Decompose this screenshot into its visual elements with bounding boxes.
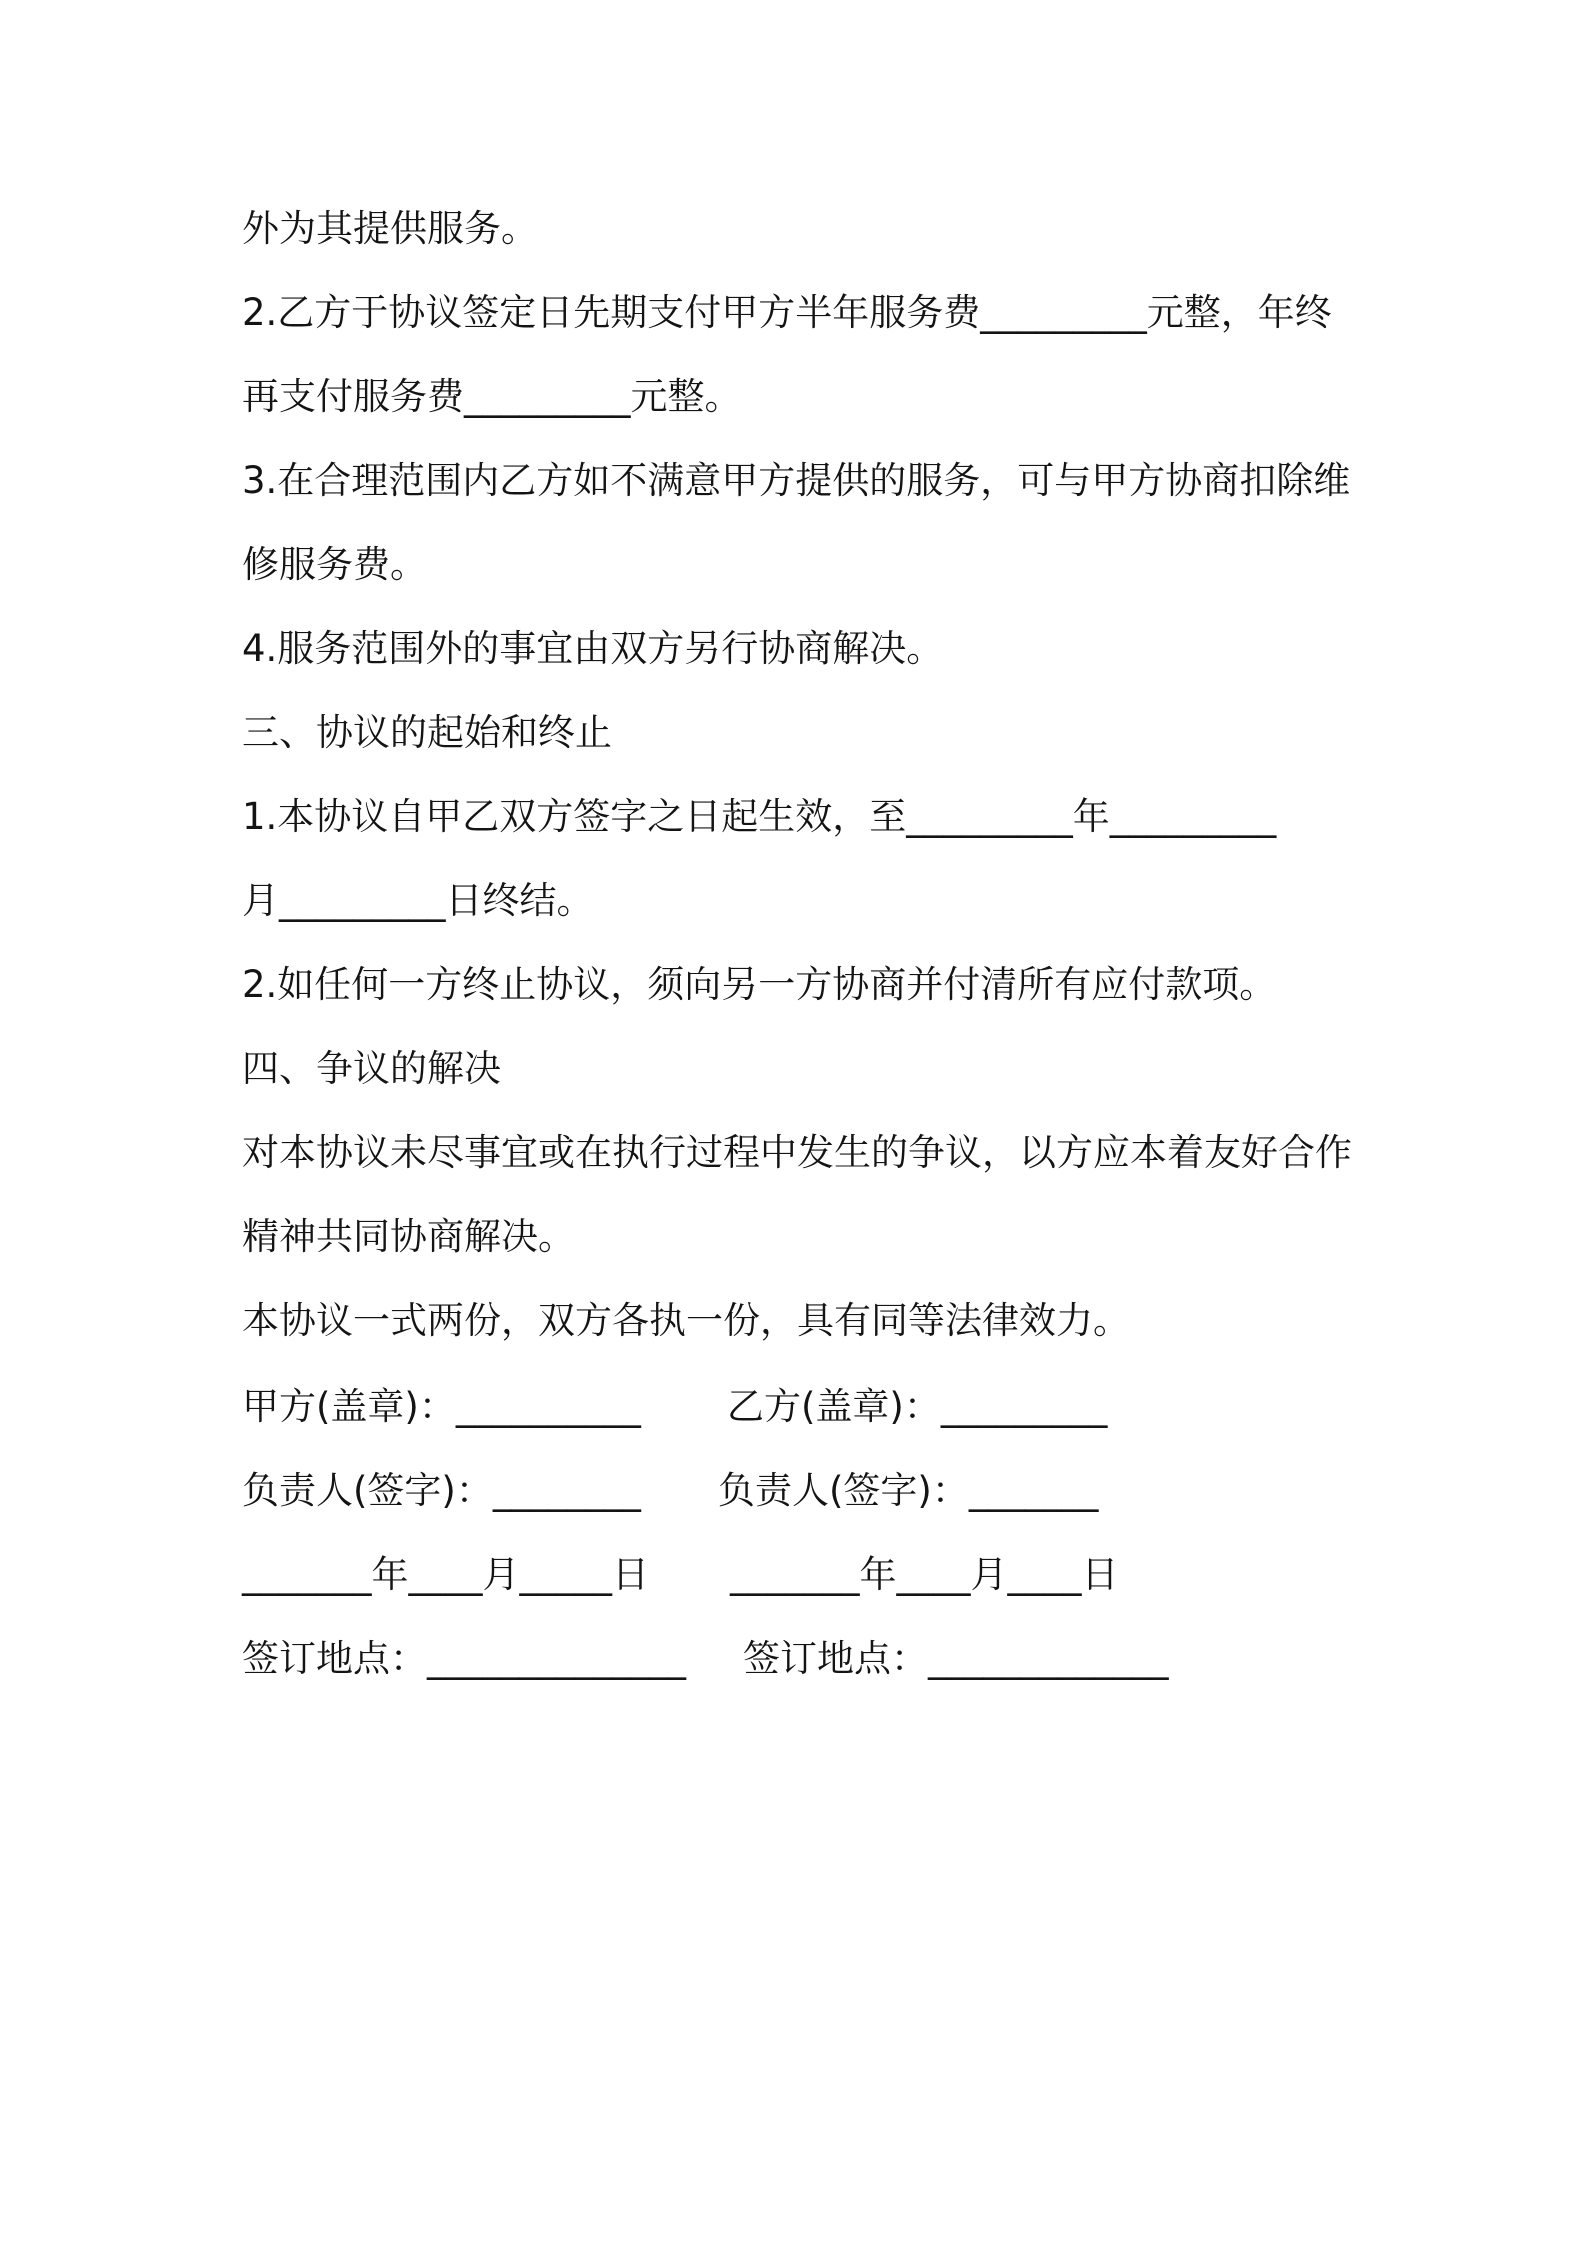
party-b-signer-field: 负责人(签字)：_______ xyxy=(718,1469,1099,1512)
copies-clause: 本协议一式两份，双方各执一份，具有同等法律效力。 xyxy=(242,1299,1130,1342)
party-b-date-field: _______年____月____日 xyxy=(730,1553,1119,1596)
section-heading-4: 四、争议的解决 xyxy=(242,1047,501,1090)
party-b-place-field: 签订地点：_____________ xyxy=(743,1637,1169,1680)
party-b-seal-field: 乙方(盖章)：_________ xyxy=(727,1385,1108,1428)
clause-4: 4.服务范围外的事宜由双方另行协商解决。 xyxy=(242,627,944,670)
term-clause-1-line-2: 月_________日终结。 xyxy=(242,879,594,922)
dispute-line-2: 精神共同协商解决。 xyxy=(242,1215,575,1258)
term-clause-2: 2.如任何一方终止协议，须向另一方协商并付清所有应付款项。 xyxy=(242,963,1277,1006)
clause-2-line-1: 2.乙方于协议签定日先期支付甲方半年服务费_________元整，年终 xyxy=(242,291,1332,334)
dispute-line-1: 对本协议未尽事宜或在执行过程中发生的争议，以方应本着友好合作 xyxy=(242,1131,1352,1174)
party-a-signer-field: 负责人(签字)：________ xyxy=(242,1469,641,1512)
party-a-place-field: 签订地点：______________ xyxy=(242,1637,686,1680)
section-heading-3: 三、协议的起始和终止 xyxy=(242,711,612,754)
clause-2-line-2: 再支付服务费_________元整。 xyxy=(242,375,742,418)
text-line: 外为其提供服务。 xyxy=(242,207,538,250)
term-clause-1-line-1: 1.本协议自甲乙双方签字之日起生效，至_________年_________ xyxy=(242,795,1277,838)
clause-3-line-2: 修服务费。 xyxy=(242,543,427,586)
party-a-date-field: _______年____月_____日 xyxy=(242,1553,649,1596)
clause-3-line-1: 3.在合理范围内乙方如不满意甲方提供的服务，可与甲方协商扣除维 xyxy=(242,459,1351,502)
party-a-seal-field: 甲方(盖章)：__________ xyxy=(242,1385,641,1428)
